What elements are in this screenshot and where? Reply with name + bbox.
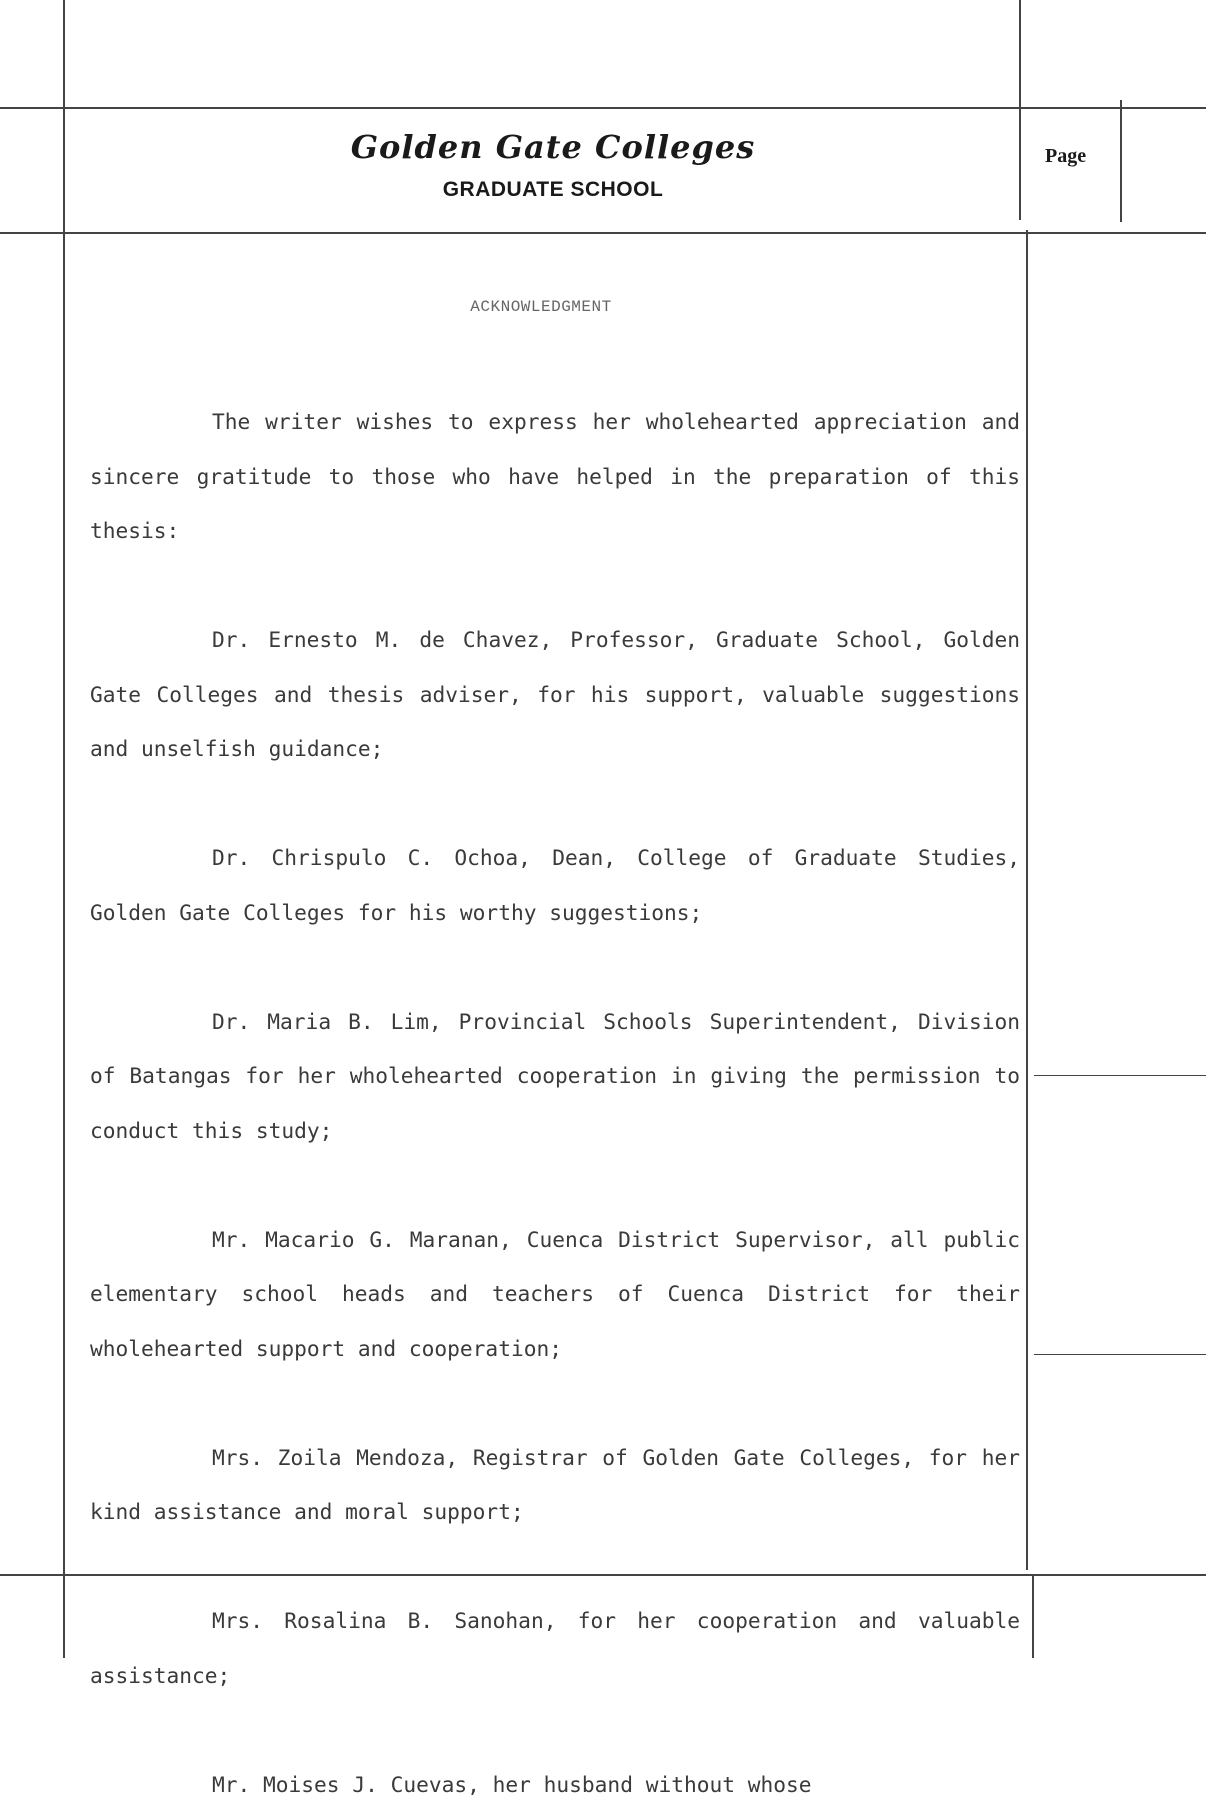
rule-page-box xyxy=(1120,100,1122,222)
paragraph: Dr. Maria B. Lim, Provincial Schools Superintendent, Division of Batangas for her wholehearted cooperation in giving the permission to conduct this study; xyxy=(90,995,1020,1159)
section-heading: ACKNOWLEDGMENT xyxy=(0,298,1082,316)
paragraph: Dr. Chrispulo C. Ochoa, Dean, College of Graduate Studies, Golden Gate Colleges for his worthy suggestions; xyxy=(90,831,1020,940)
acknowledgment-body xyxy=(90,395,1020,1812)
school-subtitle: GRADUATE SCHOOL xyxy=(0,178,1106,202)
rule-right-margin-body xyxy=(1026,230,1028,1570)
rule-left-margin xyxy=(63,0,65,1658)
rule-margin-tick-2 xyxy=(1034,1354,1206,1355)
rule-margin-tick-1 xyxy=(1034,1075,1206,1076)
paragraph: Mr. Moises J. Cuevas, her husband without whose xyxy=(90,1758,1020,1812)
paragraph: Mrs. Zoila Mendoza, Registrar of Golden Gate Colleges, for her kind assistance and moral support; xyxy=(90,1431,1020,1540)
paragraph: Mrs. Rosalina B. Sanohan, for her cooperation and valuable assistance; xyxy=(90,1594,1020,1703)
paragraph: The writer wishes to express her wholehearted appreciation and sincere gratitude to those who have helped in the preparation of this thesis: xyxy=(90,395,1020,559)
paragraph: Mr. Macario G. Maranan, Cuenca District Supervisor, all public elementary school heads and teachers of Cuenca District for their wholehearted support and cooperation; xyxy=(90,1213,1020,1377)
rule-header-top xyxy=(0,107,1206,109)
rule-header-bottom xyxy=(0,232,1206,234)
page-label: Page xyxy=(1045,145,1086,168)
paragraph: Dr. Ernesto M. de Chavez, Professor, Graduate School, Golden Gate Colleges and thesis adviser, for his support, valuable suggestions and unselfish guidance; xyxy=(90,613,1020,777)
rule-right-margin-bottom xyxy=(1032,1575,1034,1658)
institution-title: Golden Gate Colleges xyxy=(0,128,1106,166)
